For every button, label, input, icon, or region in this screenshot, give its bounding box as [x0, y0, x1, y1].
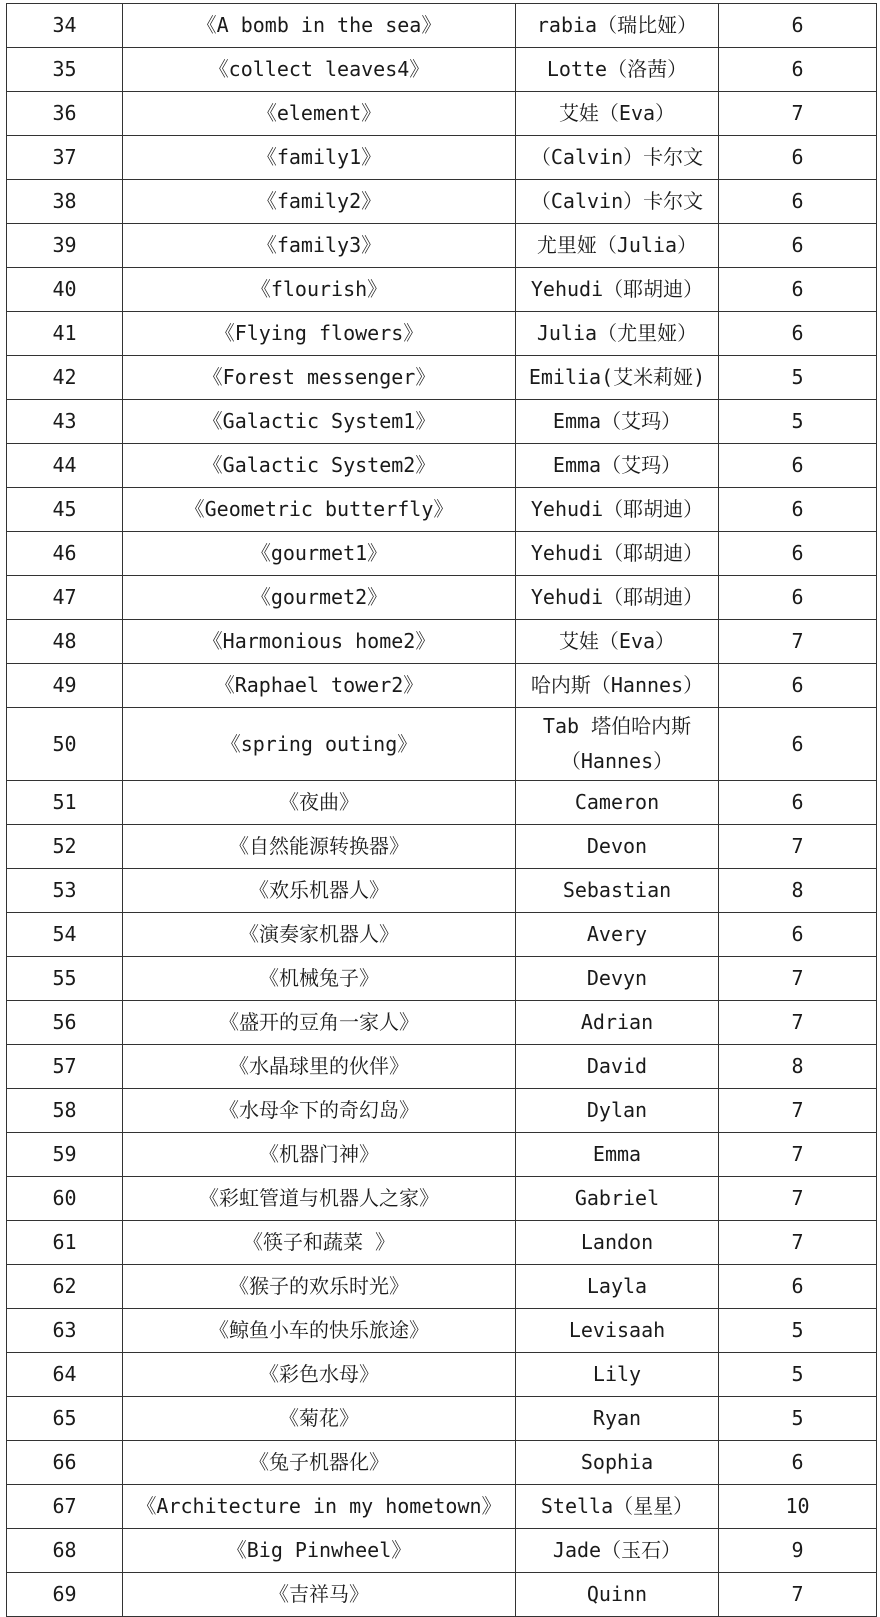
artwork-title: 《水晶球里的伙伴》: [123, 1045, 516, 1089]
author-name: Ryan: [516, 1397, 719, 1441]
age-value: 6: [719, 488, 877, 532]
table-row: [7, 620, 877, 664]
row-number: 68: [7, 1529, 123, 1573]
age-value: 6: [719, 268, 877, 312]
row-number: 37: [7, 136, 123, 180]
artwork-title: 《Flying flowers》: [123, 312, 516, 356]
author-name: Yehudi（耶胡迪）: [516, 488, 719, 532]
age-value: 6: [719, 312, 877, 356]
author-name: Adrian: [516, 1001, 719, 1045]
age-value: 6: [719, 913, 877, 957]
author-name: 尤里娅（Julia）: [516, 224, 719, 268]
row-number: 35: [7, 48, 123, 92]
table-row: [7, 913, 877, 957]
table-row: [7, 1353, 877, 1397]
age-value: 5: [719, 1397, 877, 1441]
age-value: 8: [719, 1045, 877, 1089]
author-name: Emma: [516, 1133, 719, 1177]
age-value: 7: [719, 957, 877, 1001]
age-value: 6: [719, 664, 877, 708]
age-value: 7: [719, 1221, 877, 1265]
age-value: 10: [719, 1485, 877, 1529]
author-name: 艾娃（Eva）: [516, 620, 719, 664]
author-name: Lily: [516, 1353, 719, 1397]
artwork-title: 《菊花》: [123, 1397, 516, 1441]
table-row: [7, 1573, 877, 1617]
row-number: 62: [7, 1265, 123, 1309]
row-number: 61: [7, 1221, 123, 1265]
age-value: 7: [719, 825, 877, 869]
artwork-title: 《水母伞下的奇幻岛》: [123, 1089, 516, 1133]
age-value: 7: [719, 1573, 877, 1617]
table-row: [7, 444, 877, 488]
table-row: [7, 1045, 877, 1089]
author-name: Landon: [516, 1221, 719, 1265]
table-row: [7, 1177, 877, 1221]
author-name: Yehudi（耶胡迪）: [516, 576, 719, 620]
age-value: 7: [719, 1089, 877, 1133]
artwork-title: 《Harmonious home2》: [123, 620, 516, 664]
age-value: 6: [719, 781, 877, 825]
author-name: Gabriel: [516, 1177, 719, 1221]
table-row: [7, 825, 877, 869]
age-value: 6: [719, 532, 877, 576]
table-row: [7, 1133, 877, 1177]
table-row: [7, 180, 877, 224]
age-value: 5: [719, 1353, 877, 1397]
row-number: 36: [7, 92, 123, 136]
age-value: 5: [719, 356, 877, 400]
artwork-title: 《collect leaves4》: [123, 48, 516, 92]
artwork-title: 《欢乐机器人》: [123, 869, 516, 913]
artwork-title: 《A bomb in the sea》: [123, 4, 516, 48]
table-row: [7, 957, 877, 1001]
row-number: 46: [7, 532, 123, 576]
author-name: Devyn: [516, 957, 719, 1001]
artwork-title: 《夜曲》: [123, 781, 516, 825]
table-row: [7, 136, 877, 180]
artwork-title: 《彩色水母》: [123, 1353, 516, 1397]
table-row: [7, 1265, 877, 1309]
age-value: 7: [719, 620, 877, 664]
table-row: [7, 1529, 877, 1573]
age-value: 7: [719, 1001, 877, 1045]
table-row: [7, 1089, 877, 1133]
age-value: 6: [719, 576, 877, 620]
row-number: 65: [7, 1397, 123, 1441]
author-name: Quinn: [516, 1573, 719, 1617]
author-name: Julia（尤里娅）: [516, 312, 719, 356]
age-value: 6: [719, 444, 877, 488]
row-number: 43: [7, 400, 123, 444]
age-value: 6: [719, 708, 877, 781]
table-row: [7, 268, 877, 312]
artwork-table: [6, 3, 877, 1617]
artwork-title: 《筷子和蔬菜 》: [123, 1221, 516, 1265]
row-number: 58: [7, 1089, 123, 1133]
table-row: [7, 1221, 877, 1265]
author-name: （Calvin）卡尔文: [516, 180, 719, 224]
age-value: 7: [719, 1177, 877, 1221]
age-value: 5: [719, 400, 877, 444]
row-number: 57: [7, 1045, 123, 1089]
author-name: Sebastian: [516, 869, 719, 913]
age-value: 6: [719, 180, 877, 224]
author-name: Lotte（洛茜）: [516, 48, 719, 92]
artwork-title: 《Galactic System1》: [123, 400, 516, 444]
author-name: （Calvin）卡尔文: [516, 136, 719, 180]
artwork-title: 《gourmet2》: [123, 576, 516, 620]
artwork-title: 《family1》: [123, 136, 516, 180]
artwork-title: 《Galactic System2》: [123, 444, 516, 488]
row-number: 59: [7, 1133, 123, 1177]
artwork-title: 《family3》: [123, 224, 516, 268]
row-number: 39: [7, 224, 123, 268]
artwork-title: 《兔子机器化》: [123, 1441, 516, 1485]
table-row: [7, 869, 877, 913]
table-row: [7, 532, 877, 576]
row-number: 67: [7, 1485, 123, 1529]
row-number: 47: [7, 576, 123, 620]
author-name: Yehudi（耶胡迪）: [516, 532, 719, 576]
author-name: Emilia(艾米莉娅): [516, 356, 719, 400]
artwork-title: 《鲸鱼小车的快乐旅途》: [123, 1309, 516, 1353]
table-row: [7, 576, 877, 620]
author-name: 艾娃（Eva）: [516, 92, 719, 136]
row-number: 41: [7, 312, 123, 356]
artwork-title: 《机械兔子》: [123, 957, 516, 1001]
table-row: [7, 356, 877, 400]
row-number: 66: [7, 1441, 123, 1485]
row-number: 63: [7, 1309, 123, 1353]
row-number: 50: [7, 708, 123, 781]
row-number: 48: [7, 620, 123, 664]
artwork-title: 《自然能源转换器》: [123, 825, 516, 869]
author-name: Cameron: [516, 781, 719, 825]
table-row: [7, 1485, 877, 1529]
row-number: 54: [7, 913, 123, 957]
table-row: [7, 92, 877, 136]
age-value: 6: [719, 1265, 877, 1309]
author-name: Emma（艾玛）: [516, 444, 719, 488]
row-number: 40: [7, 268, 123, 312]
age-value: 6: [719, 48, 877, 92]
table-row: [7, 664, 877, 708]
artwork-title: 《机器门神》: [123, 1133, 516, 1177]
artwork-title: 《Big Pinwheel》: [123, 1529, 516, 1573]
author-name: Emma（艾玛）: [516, 400, 719, 444]
artwork-title: 《Forest messenger》: [123, 356, 516, 400]
author-name: 哈内斯（Hannes）: [516, 664, 719, 708]
table-row: [7, 48, 877, 92]
row-number: 45: [7, 488, 123, 532]
row-number: 56: [7, 1001, 123, 1045]
artwork-title: 《family2》: [123, 180, 516, 224]
artwork-title: 《flourish》: [123, 268, 516, 312]
row-number: 55: [7, 957, 123, 1001]
table-row: [7, 1397, 877, 1441]
row-number: 52: [7, 825, 123, 869]
author-name: Jade（玉石）: [516, 1529, 719, 1573]
table-row: [7, 312, 877, 356]
row-number: 53: [7, 869, 123, 913]
row-number: 69: [7, 1573, 123, 1617]
author-name: Sophia: [516, 1441, 719, 1485]
row-number: 44: [7, 444, 123, 488]
author-name: rabia（瑞比娅）: [516, 4, 719, 48]
row-number: 38: [7, 180, 123, 224]
author-name: Layla: [516, 1265, 719, 1309]
artwork-title: 《Raphael tower2》: [123, 664, 516, 708]
age-value: 6: [719, 224, 877, 268]
author-name: Levisaah: [516, 1309, 719, 1353]
artwork-title: 《演奏家机器人》: [123, 913, 516, 957]
artwork-title: 《element》: [123, 92, 516, 136]
author-name: Tab 塔伯哈内斯（Hannes）: [516, 708, 719, 781]
row-number: 49: [7, 664, 123, 708]
author-name: Stella（星星）: [516, 1485, 719, 1529]
author-name: David: [516, 1045, 719, 1089]
table-row: [7, 781, 877, 825]
author-name: Dylan: [516, 1089, 719, 1133]
table-row: [7, 224, 877, 268]
artwork-title: 《盛开的豆角一家人》: [123, 1001, 516, 1045]
table-row: [7, 4, 877, 48]
table-row: [7, 400, 877, 444]
artwork-title: 《spring outing》: [123, 708, 516, 781]
table-row: [7, 1309, 877, 1353]
age-value: 6: [719, 4, 877, 48]
row-number: 42: [7, 356, 123, 400]
author-name: Yehudi（耶胡迪）: [516, 268, 719, 312]
table-row: [7, 1441, 877, 1485]
age-value: 7: [719, 92, 877, 136]
table-row: [7, 1001, 877, 1045]
age-value: 8: [719, 869, 877, 913]
row-number: 60: [7, 1177, 123, 1221]
row-number: 34: [7, 4, 123, 48]
age-value: 6: [719, 136, 877, 180]
age-value: 7: [719, 1133, 877, 1177]
artwork-title: 《猴子的欢乐时光》: [123, 1265, 516, 1309]
artwork-title: 《gourmet1》: [123, 532, 516, 576]
row-number: 51: [7, 781, 123, 825]
table-body: [7, 4, 877, 1617]
age-value: 5: [719, 1309, 877, 1353]
artwork-title: 《彩虹管道与机器人之家》: [123, 1177, 516, 1221]
row-number: 64: [7, 1353, 123, 1397]
age-value: 6: [719, 1441, 877, 1485]
table-row: [7, 488, 877, 532]
table-row: [7, 708, 877, 781]
age-value: 9: [719, 1529, 877, 1573]
artwork-title: 《Architecture in my hometown》: [123, 1485, 516, 1529]
author-name: Avery: [516, 913, 719, 957]
artwork-title: 《Geometric butterfly》: [123, 488, 516, 532]
artwork-title: 《吉祥马》: [123, 1573, 516, 1617]
author-name: Devon: [516, 825, 719, 869]
